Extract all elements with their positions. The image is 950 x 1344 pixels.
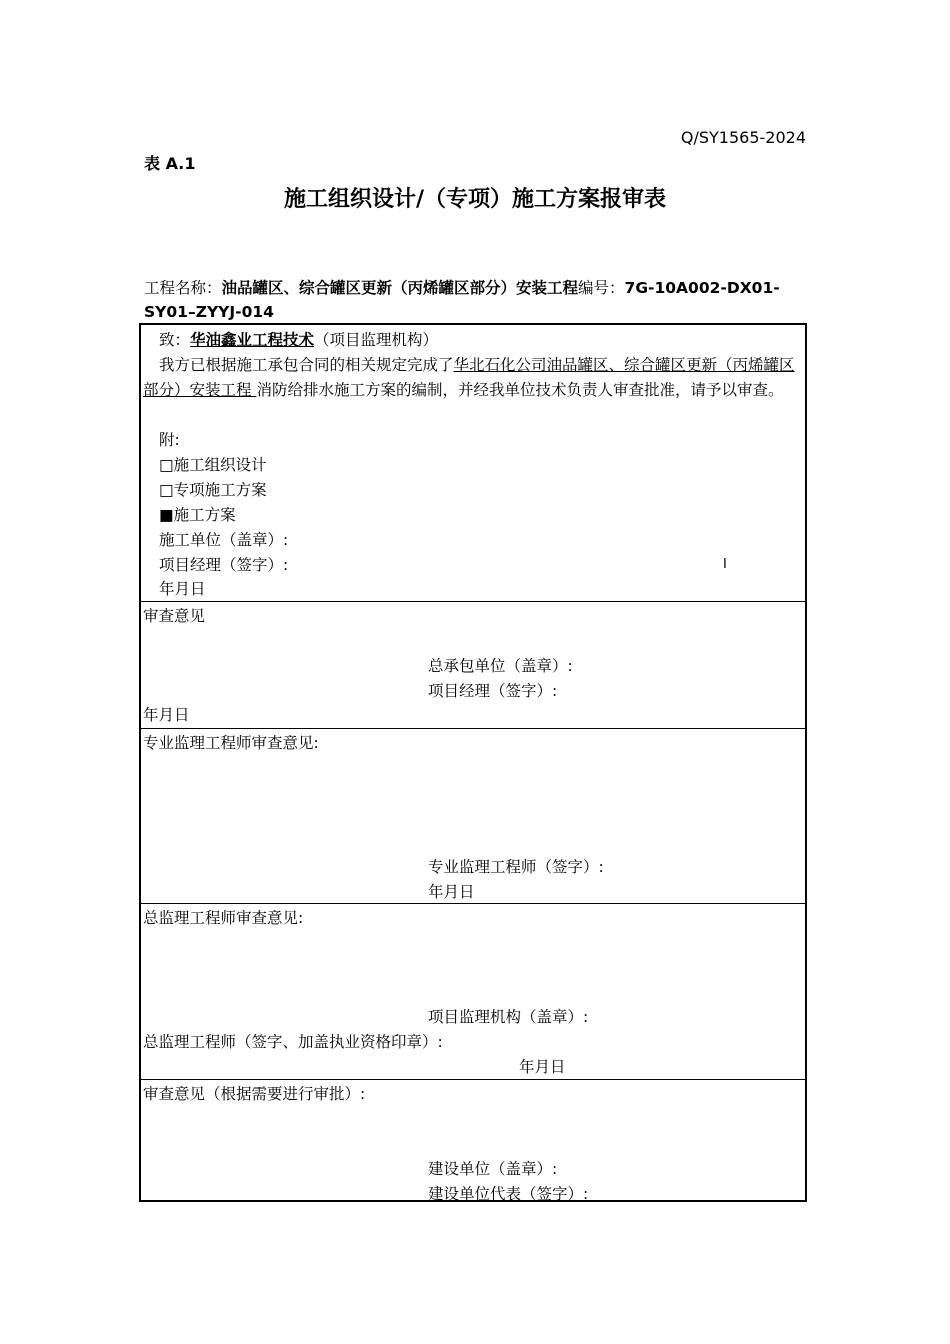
page-title: 施工组织设计/（专项）施工方案报审表 xyxy=(283,187,667,212)
owner-representative-label: 建设单位代表（签字）: xyxy=(428,1185,589,1203)
option-construction-plan[interactable]: ■施工方案 xyxy=(159,506,236,524)
project-number-value: 7G-10A002-DX01- SY01–ZYYJ-014 xyxy=(144,279,780,321)
project-number-label: 编号： xyxy=(578,279,625,297)
recipient-value: 华油鑫业工程技术 xyxy=(190,331,315,349)
project-manager-label: 项目经理（签字）: xyxy=(159,556,289,574)
general-contractor-label: 总承包单位（盖章）: xyxy=(428,657,573,675)
submission-body xyxy=(143,353,805,403)
project-name-value: 油品罐区、综合罐区更新（丙烯罐区部分）安装工程 xyxy=(221,279,579,297)
option-construction-design[interactable]: □施工组织设计 xyxy=(159,456,267,474)
chief-engineer-label: 总监理工程师（签字、加盖执业资格印章）: xyxy=(143,1033,443,1051)
review-opinion-title: 审查意见 xyxy=(143,607,206,625)
recipient-label: 致： xyxy=(159,331,191,349)
recipient-suffix: （项目监理机构） xyxy=(314,331,439,349)
owner-unit-label: 建设单位（盖章）: xyxy=(428,1160,558,1178)
submission-section xyxy=(141,325,805,602)
project-name-label: 工程名称： xyxy=(144,279,222,297)
recipient-line xyxy=(159,328,438,353)
contractor-review-date: 年月日 xyxy=(143,706,190,724)
specialist-review-section xyxy=(141,729,805,904)
chief-opinion-title: 总监理工程师审查意见: xyxy=(143,909,304,927)
contractor-review-section xyxy=(141,602,805,729)
chief-review-section xyxy=(141,904,805,1080)
supervision-org-label: 项目监理机构（盖章）: xyxy=(428,1008,589,1026)
owner-review-section xyxy=(141,1080,805,1203)
option-special-plan[interactable]: □专项施工方案 xyxy=(159,481,267,499)
specialist-opinion-title: 专业监理工程师审查意见: xyxy=(143,734,319,752)
construction-unit-label: 施工单位（盖章）: xyxy=(159,531,289,549)
specialist-signer-label: 专业监理工程师（签字）: xyxy=(428,858,604,876)
attachment-label: 附: xyxy=(159,431,180,449)
stray-mark: I xyxy=(723,557,727,572)
body-suffix: 消防给排水施工方案的编制，并经我单位技术负责人审查批准，请予以审查。 xyxy=(256,381,784,399)
chief-review-date: 年月日 xyxy=(519,1058,566,1076)
body-project: 华北石化公司油品罐区、综合罐区更新（丙烯罐区部分）安装工程 xyxy=(143,356,795,399)
project-info xyxy=(144,276,804,324)
document-number: Q/SY1565-2024 xyxy=(680,128,806,147)
review-form-table xyxy=(139,323,807,1202)
owner-opinion-title: 审查意见（根据需要进行审批）: xyxy=(143,1085,366,1103)
body-prefix: 我方已根据施工承包合同的相关规定完成了 xyxy=(159,356,454,374)
table-reference: 表 A.1 xyxy=(144,154,196,173)
contractor-manager-label: 项目经理（签字）: xyxy=(428,682,558,700)
specialist-review-date: 年月日 xyxy=(428,883,475,901)
submission-date: 年月日 xyxy=(159,580,206,598)
